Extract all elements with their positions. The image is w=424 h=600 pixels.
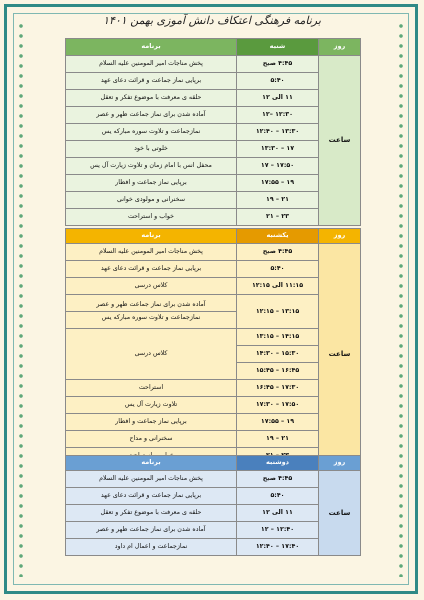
program-cell: محفل انس با امام زمان و تلاوت زیارت آل یس <box>66 158 237 175</box>
header-program: برنامه <box>66 229 237 244</box>
time-cell: ۱۷:۳۰ – ۱۶:۴۵ <box>237 380 319 397</box>
program-line: نمازجماعت و تلاوت سوره مبارکه یس <box>66 311 236 322</box>
time-cell: ۲۳ – ۲۱ <box>237 209 319 226</box>
table-row <box>66 539 361 556</box>
program-cell: حلقه ی معرفت با موضوع تفکر و تعقل <box>66 90 237 107</box>
program-cell: آماده شدن برای نماز جماعت ظهر و عصر <box>66 522 237 539</box>
time-cell: ۱۶:۴۵ – ۱۵:۴۵ <box>237 363 319 380</box>
program-cell: کلاس درسی <box>66 329 237 380</box>
table-row <box>66 431 361 448</box>
table-row <box>66 397 361 414</box>
time-cell: ۵:۴۰ <box>237 488 319 505</box>
time-cell: ۵:۴۰ <box>237 73 319 90</box>
table-row <box>66 380 361 397</box>
program-cell: خواب و استراحت <box>66 209 237 226</box>
table-row <box>66 175 361 192</box>
program-cell: استراحت <box>66 380 237 397</box>
time-cell: ۲۱ – ۱۹ <box>237 192 319 209</box>
time-cell: ۵:۴۰ <box>237 261 319 278</box>
table-row <box>66 295 361 329</box>
program-cell: پخش مناجات امیر المومنین علیه السلام <box>66 56 237 73</box>
table-row <box>66 107 361 124</box>
header-time: دوشنبه <box>237 456 319 471</box>
decorative-vine-right <box>397 21 405 577</box>
table-row <box>66 209 361 226</box>
table-row <box>66 522 361 539</box>
day-label: ساعت <box>319 471 361 556</box>
time-cell: ۴:۴۵ صبح <box>237 244 319 261</box>
table-row <box>66 73 361 90</box>
time-cell: ۱۷:۵۰ – ۱۷:۳۰ <box>237 397 319 414</box>
decorative-vine-left <box>17 21 25 577</box>
time-cell: ۱۷:۴۰ – ۱۲:۴۰ <box>237 539 319 556</box>
table-row <box>66 505 361 522</box>
program-cell: پخش مناجات امیر المومنین علیه السلام <box>66 471 237 488</box>
table-row <box>66 414 361 431</box>
program-cell: نمازجماعت و اعمال ام داود <box>66 539 237 556</box>
program-cell: کلاس درسی <box>66 278 237 295</box>
table-row <box>66 488 361 505</box>
table-row <box>66 261 361 278</box>
day-label: ساعت <box>319 56 361 226</box>
table-row <box>66 141 361 158</box>
schedule-table-sunday <box>65 228 361 465</box>
document-title: برنامه فرهنگی اعتکاف دانش آموزی بهمن ۱۴۰۱ <box>103 14 321 27</box>
program-cell: پخش مناجات امیر المومنین علیه السلام <box>66 244 237 261</box>
time-cell: ۱۹ – ۱۷:۵۵ <box>237 414 319 431</box>
day-label: ساعت <box>319 244 361 465</box>
time-cell: ۱۲:۴۰ – ۱۲ <box>237 522 319 539</box>
schedule-table-saturday <box>65 38 361 226</box>
time-cell: ۱۳:۱۵ – ۱۲:۱۵ <box>237 295 319 329</box>
header-day: روز <box>319 456 361 471</box>
header-day: روز <box>319 39 361 56</box>
time-cell: ۴:۴۵ صبح <box>237 56 319 73</box>
time-cell: ۱۱ الی ۱۲ <box>237 505 319 522</box>
table-row <box>66 90 361 107</box>
table-row <box>66 158 361 175</box>
time-cell: ۱۹ – ۱۷:۵۵ <box>237 175 319 192</box>
time-cell: ۱۲:۳۰ –۱۲ <box>237 107 319 124</box>
header-program: برنامه <box>66 39 237 56</box>
time-cell: ۱۱ الی ۱۲ <box>237 90 319 107</box>
table-header-row <box>66 456 361 471</box>
time-cell: ۱۳:۳۰ – ۱۲:۴۰ <box>237 124 319 141</box>
time-cell: ۱۴:۱۵ – ۱۳:۱۵ <box>237 329 319 346</box>
program-cell <box>66 295 237 329</box>
time-cell: ۱۱:۱۵ الی ۱۲:۱۵ <box>237 278 319 295</box>
header-time: شنبه <box>237 39 319 56</box>
header-program: برنامه <box>66 456 237 471</box>
program-cell: سخنرانی و مولودی خوانی <box>66 192 237 209</box>
program-cell: برپایی نماز جماعت و قرائت دعای عهد <box>66 261 237 278</box>
program-cell: حلقه ی معرفت با موضوع تفکر و تعقل <box>66 505 237 522</box>
program-line: آماده شدن برای نماز جماعت ظهر و عصر <box>96 301 206 309</box>
table-header-row <box>66 229 361 244</box>
program-cell: نمازجماعت و تلاوت سوره مبارکه یس <box>66 124 237 141</box>
time-cell: ۱۷:۵۰ – ۱۷ <box>237 158 319 175</box>
table-header-row <box>66 39 361 56</box>
time-cell: ۱۵:۳۰ – ۱۴:۳۰ <box>237 346 319 363</box>
program-cell: تلاوت زیارت آل یس <box>66 397 237 414</box>
program-cell: سخنرانی و مداح <box>66 431 237 448</box>
time-cell: ۲۱ – ۱۹ <box>237 431 319 448</box>
header-day: روز <box>319 229 361 244</box>
table-row <box>66 124 361 141</box>
program-cell: برپایی نماز جماعت و افطار <box>66 414 237 431</box>
table-row <box>66 244 361 261</box>
program-cell: برپایی نماز جماعت و قرائت دعای عهد <box>66 73 237 90</box>
schedule-table-monday <box>65 455 361 556</box>
table-row <box>66 278 361 295</box>
table-row <box>66 192 361 209</box>
table-row <box>66 471 361 488</box>
program-cell: برپایی نماز جماعت و افطار <box>66 175 237 192</box>
time-cell: ۴:۴۵ صبح <box>237 471 319 488</box>
program-cell: برپایی نماز جماعت و قرائت دعای عهد <box>66 488 237 505</box>
program-cell: آماده شدن برای نماز جماعت ظهر و عصر <box>66 107 237 124</box>
table-row <box>66 56 361 73</box>
program-cell: خلوتی با خود <box>66 141 237 158</box>
header-time: یکشنبه <box>237 229 319 244</box>
time-cell: ۱۷ – ۱۳:۳۰ <box>237 141 319 158</box>
table-row <box>66 329 361 346</box>
